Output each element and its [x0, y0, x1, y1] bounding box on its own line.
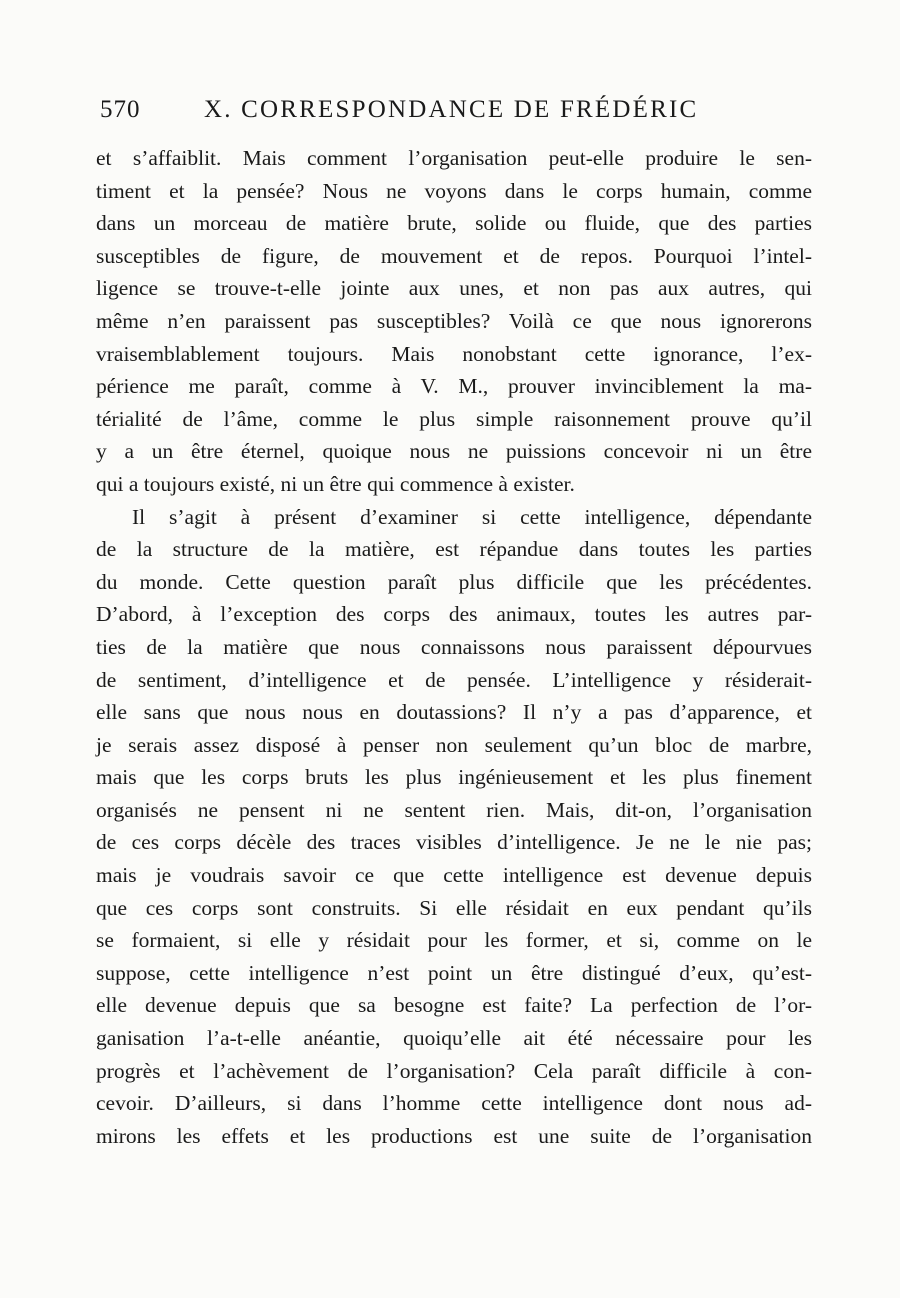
text-line: dans un morceau de matière brute, solide ou fluide, que des parties: [96, 211, 812, 236]
text-line: de ces corps décèle des traces visibles d’intelligence. Je ne le nie pas;: [96, 830, 812, 855]
body-text: [96, 142, 812, 1152]
running-head: [100, 96, 812, 130]
text-line: D’abord, à l’exception des corps des animaux, toutes les autres par-: [96, 602, 812, 627]
text-line: elle devenue depuis que sa besogne est faite? La perfection de l’or-: [96, 993, 812, 1018]
text-line: du monde. Cette question paraît plus difficile que les précédentes.: [96, 569, 812, 594]
page-number: 570: [100, 96, 141, 123]
text-line: y a un être éternel, quoique nous ne puissions concevoir ni un être: [96, 439, 812, 464]
text-line: organisés ne pensent ni ne sentent rien. Mais, dit-on, l’organisation: [96, 797, 812, 822]
text-line: de la structure de la matière, est répandue dans toutes les parties: [96, 537, 812, 562]
text-line: térialité de l’âme, comme le plus simple raisonnement prouve qu’il: [96, 406, 812, 431]
text-line: progrès et l’achèvement de l’organisation? Cela paraît difficile à con-: [96, 1058, 812, 1083]
text-line: de sentiment, d’intelligence et de pensée. L’intelligence y résiderait-: [96, 667, 812, 692]
text-line: je serais assez disposé à penser non seulement qu’un bloc de marbre,: [96, 732, 812, 757]
text-line: périence me paraît, comme à V. M., prouver invinciblement la ma-: [96, 374, 812, 399]
text-line: ties de la matière que nous connaissons nous paraissent dépourvues: [96, 634, 812, 659]
text-line: mais que les corps bruts les plus ingénieusement et les plus finement: [96, 765, 812, 790]
text-line: et s’affaiblit. Mais comment l’organisation peut-elle produire le sen-: [96, 146, 812, 170]
text-line: se formaient, si elle y résidait pour les former, et si, comme on le: [96, 928, 812, 953]
paragraph-last-line: qui a toujours existé, ni un être qui commence à exister.: [96, 471, 575, 496]
text-line: cevoir. D’ailleurs, si dans l’homme cette intelligence dont nous ad-: [96, 1091, 812, 1116]
text-line: ligence se trouve-t-elle jointe aux unes, et non pas aux autres, qui: [96, 276, 812, 301]
text-line: elle sans que nous nous en doutassions? Il n’y a pas d’apparence, et: [96, 700, 812, 725]
text-line: mais je voudrais savoir ce que cette intelligence est devenue depuis: [96, 863, 812, 888]
text-line: timent et la pensée? Nous ne voyons dans le corps humain, comme: [96, 178, 812, 203]
text-line: suppose, cette intelligence n’est point un être distingué d’eux, qu’est-: [96, 960, 812, 985]
paragraph-first-line: Il s’agit à présent d’examiner si cette intelligence, dépendante: [132, 504, 812, 529]
text-line: mirons les effets et les productions est une suite de l’organisation: [96, 1123, 812, 1148]
text-line: même n’en paraissent pas susceptibles? Voilà ce que nous ignorerons: [96, 308, 812, 333]
running-title: X. CORRESPONDANCE DE FRÉDÉRIC: [204, 96, 699, 123]
text-line: ganisation l’a-t-elle anéantie, quoiqu’elle ait été nécessaire pour les: [96, 1026, 812, 1051]
text-line: susceptibles de figure, de mouvement et de repos. Pourquoi l’intel-: [96, 243, 812, 268]
text-line: que ces corps sont construits. Si elle résidait en eux pendant qu’ils: [96, 895, 812, 920]
text-line: vraisemblablement toujours. Mais nonobstant cette ignorance, l’ex-: [96, 341, 812, 366]
